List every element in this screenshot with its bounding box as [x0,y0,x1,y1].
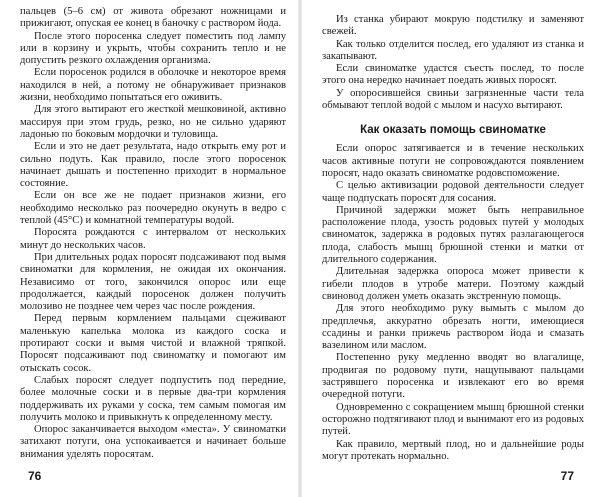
right-page [300,0,600,497]
page-number-left: 76 [28,469,42,483]
paragraph: Если и это не дает результата, надо открыть ему рот и сильно подуть. Как правило, после этого поросенок начинает дышать и постепенно приходит в нормальное состояние. [20,141,286,190]
paragraph: Как только отделится послед, его удаляют из станка и закапывают. [322,38,584,62]
paragraph: Если он все же не подает признаков жизни, его необходимо несколько раз поочередно окунуть в ведро с теплой (45°С) и комнатной температуры водой. [20,190,286,227]
paragraph: Причиной задержки может быть неправильное расположение плода, узость родовых путей у молодых свиноматок, задержка в родовых путях разлагающегося плода, слабость мышц брюшной стенки и матки от длительного содержания. [322,204,584,266]
paragraph: Одновременно с сокращением мышц брюшной стенки осторожно подтягивают плод и вынимают его из родовых путей. [322,401,584,438]
paragraph: Постепенно руку медленно вводят во влагалище, продвигая по родовому пути, нащупывают пальцами застрявшего поросенка и извлекают его во время очередной потуги. [322,352,584,401]
paragraph: Как правило, мертвый плод, но и дальнейшие роды могут протекать нормально. [322,438,584,462]
paragraph: У опоросившейся свиньи загрязненные части тела обмывают теплой водой с мылом и насухо вытирают. [322,87,584,112]
paragraph: При длительных родах поросят подсаживают под вымя свиноматки для кормления, не ожидая их окончания. Независимо от того, закончился опорос или еще продолжается, каждый поросенок должен получить молозиво не позднее чем через час после рождения. [20,251,286,313]
page-number-right: 77 [560,469,574,483]
paragraph: Длительная задержка опороса может привести к гибели плодов в утробе матери. Поэтому каждый свиновод должен уметь оказать экстренную помощь. [322,266,584,302]
paragraph: После этого поросенка следует поместить под лампу или в корзину и укрыть, чтобы сохранить тепло и не допустить резкого охлаждения организма. [20,30,286,67]
paragraph: Перед первым кормлением пальцами сцеживают маленькую капелька молока из каждого соска и протирают соски и вымя чистой и влажной тряпкой. Поросят подсаживают под свиноматку и помогают им отыскать сосок. [20,313,286,374]
paragraph: Опорос заканчивается выходом «места». У свиноматки затихают потуги, она успокаивается и начинает больше внимания уделять поросятам. [20,424,286,460]
paragraph: Для этого необходимо руку вымыть с мылом до предплечья, аккуратно обрезать ногти, имеющиеся ссадины и ранки прижечь раствором йода и смазать вазелином или маслом. [322,303,584,352]
paragraph: Если поросенок родился в оболочке и некоторое время находился в ней, а потому не обнаруживает признаков жизни, необходимо попытаться его оживить. [20,67,286,104]
paragraph: Если свиноматке удастся съесть послед, то после этого она нередко начинает поедать живых поросят. [322,63,584,87]
paragraph: Если опорос затягивается и в течение нескольких часов активные потуги не сопровождаются появлением поросят, надо оказать свиноматке родовспоможение. [322,143,584,179]
paragraph: Слабых поросят следует подпустить под передние, более молочные соски и в первые два-три кормления поддерживать их руками у соска, тем самым помогая им получить молоко и привыкнуть к определенному месту. [20,374,286,423]
paragraph: пальцев (5–6 см) от живота обрезают ножницами и прижигают, опуская ее конец в баночку с раствором йода. [20,6,286,30]
paragraph: Из станка убирают мокрую подстилку и заменяют свежей. [322,14,584,38]
paragraph: Для этого вытирают его жесткой мешковиной, активно массируя при этом грудь, резко, но не сильно ударяют ладонью по боковым мордочки и туловища. [20,104,286,140]
paragraph: Поросята рождаются с интервалом от нескольких минут до нескольких часов. [20,227,286,251]
paragraph: С целью активизации родовой деятельности следует чаще подпускать поросят для сосания. [322,180,584,204]
section-heading: Как оказать помощь свиноматке [360,124,546,137]
